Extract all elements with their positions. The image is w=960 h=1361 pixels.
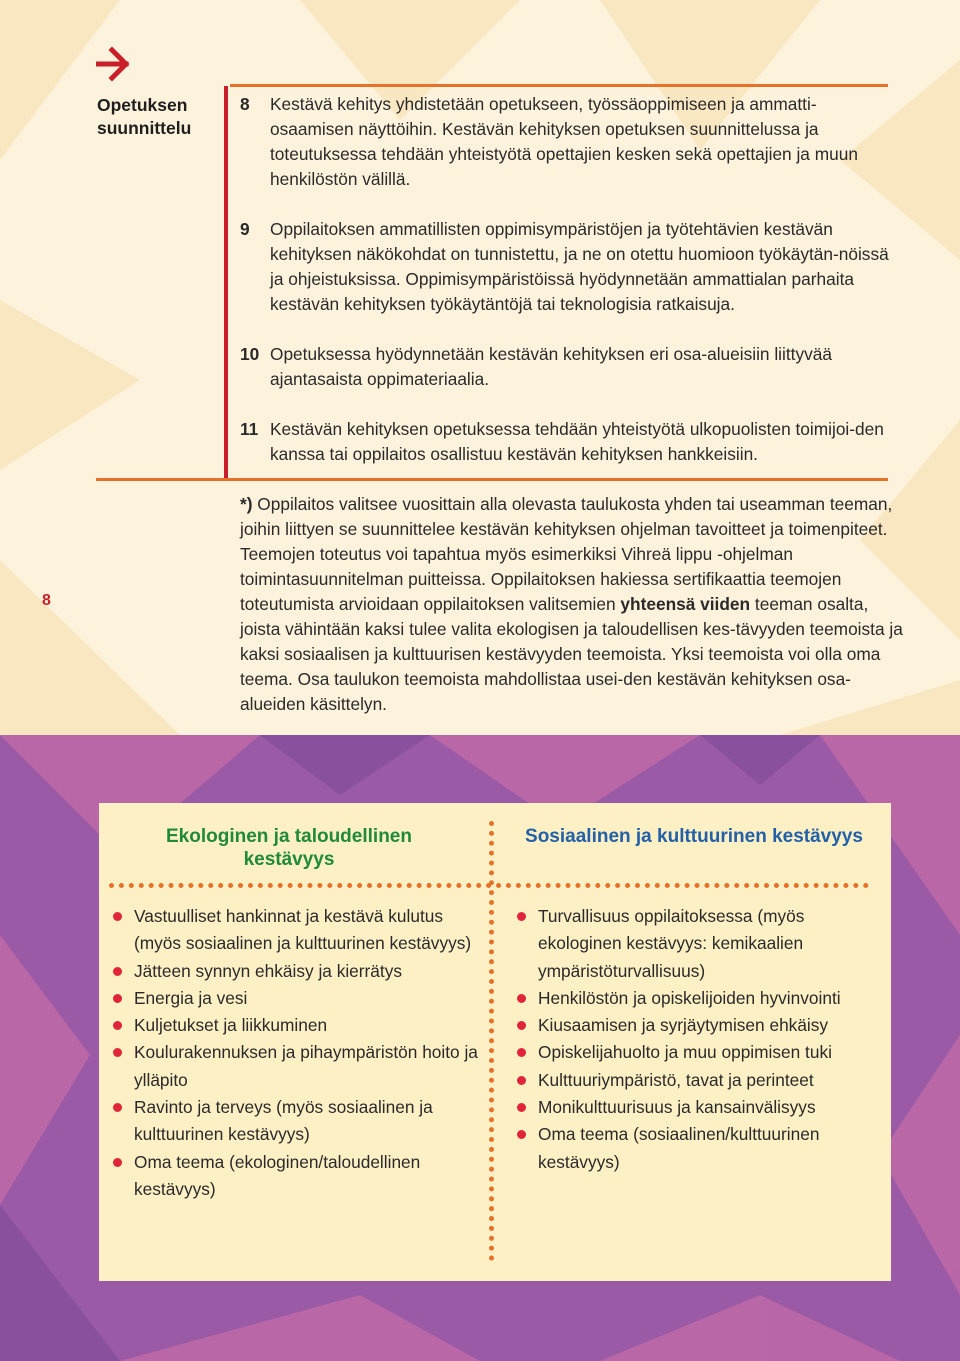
bullet-icon [113, 967, 122, 976]
footnote-marker: *) [240, 494, 253, 514]
bullet-icon [113, 1021, 122, 1030]
list-item [113, 1012, 483, 1039]
list-item [517, 1067, 867, 1094]
theme-label: Ravinto ja terveys (myös sosiaalinen ja kulttuurinen kestävyys) [134, 1097, 433, 1145]
criteria-list [240, 92, 900, 467]
theme-label: Opiskelijahuolto ja muu oppimisen tuki [538, 1042, 832, 1063]
page-number: 8 [42, 592, 51, 609]
list-item [113, 985, 483, 1012]
bullet-icon [113, 1048, 122, 1057]
theme-label: Energia ja vesi [134, 987, 248, 1008]
ecological-theme-list [113, 903, 483, 1203]
bullet-icon [113, 1103, 122, 1112]
item-number: 8 [240, 94, 250, 114]
list-item [517, 1121, 867, 1176]
top-divider [230, 84, 888, 87]
bottom-section [0, 735, 960, 1361]
theme-label: Monikulttuurisuus ja kansainvälisyys [538, 1097, 816, 1118]
arrow-right-icon [96, 44, 132, 84]
column-heading-social: Sosiaalinen ja kulttuurinen kestävyys [525, 826, 863, 847]
list-item [113, 1149, 483, 1204]
theme-label: Kiusaamisen ja syrjäytymisen ehkäisy [538, 1015, 829, 1036]
item-text: Kestävä kehitys yhdistetään opetukseen, työssäoppimiseen ja ammatti-osaamisen näyttöihin. Kestävän kehityksen opetuksen suunnittelussa ja toteutuksessa tehdään yhteistyötä opettajien kesken sekä opettajien ja muun henkilöstön välillä. [270, 94, 858, 189]
item-text: Oppilaitoksen ammatillisten oppimisympäristöjen ja työtehtävien kestävän kehityksen näkökohdat on tunnistettu, ja ne on otettu huomioon työkäytän-nöissä ja ohjeistuksissa. Oppimisympäristöissä hyödynnetään ammattialan parhaita kestävän kehityksen työkäytäntöjä tai teknologisia ratkaisuja. [270, 219, 889, 314]
bullet-icon [517, 912, 526, 921]
theme-label: Kuljetukset ja liikkuminen [134, 1015, 328, 1036]
theme-label: Oma teema (ekologinen/taloudellinen kestävyys) [134, 1151, 421, 1199]
list-item [517, 1012, 867, 1039]
bullet-icon [517, 1021, 526, 1030]
list-item [517, 1094, 867, 1121]
item-number: 10 [240, 344, 260, 364]
social-theme-list [517, 903, 867, 1176]
section-vertical-rule [224, 86, 228, 480]
footnote-text-before: Oppilaitos valitsee vuosittain alla olevasta taulukosta yhden tai useamman teeman, joihin liittyen se suunnittelee kestävän kehityksen ohjelman tavoitteet ja toimenpiteet. Teemojen toteutus voi tapahtua myös esimerkiksi Vihreä lippu -ohjelman toimintasuunnitelman puitteissa. Oppilaitoksen hakiessa sertifikaattia teemojen toteutumista arvioidaan oppilaitoksen valitsemien [240, 494, 893, 614]
theme-label: Henkilöstön ja opiskelijoiden hyvinvointi [538, 987, 841, 1008]
footnote [240, 492, 905, 717]
list-item [113, 903, 483, 958]
theme-label: Jätteen synnyn ehkäisy ja kierrätys [134, 960, 402, 981]
bullet-icon [517, 994, 526, 1003]
list-item [113, 1094, 483, 1149]
list-item [517, 1039, 867, 1066]
theme-label: Koulurakennuksen ja pihaympäristön hoito ja ylläpito [134, 1042, 478, 1090]
bullet-icon [113, 994, 122, 1003]
section-end-divider [96, 478, 888, 481]
footnote-bold: yhteensä viiden [620, 594, 751, 614]
bullet-icon [113, 1158, 122, 1167]
bullet-icon [517, 1130, 526, 1139]
list-item [113, 958, 483, 985]
list-item [240, 217, 900, 317]
footnote-text-after: teeman osalta, joista vähintään kaksi tulee valita ekologisen ja taloudellisen kes-tävyyden teemoista ja kaksi sosiaalisen ja kulttuurisen kestävyyden teemoista. Yksi teemoista voi olla oma teema. Osa taulukon teemoista mahdollistaa usei-den kestävän kehityksen osa-alueiden käsittelyn. [240, 594, 903, 714]
section-title: Opetuksen suunnittelu [97, 95, 192, 138]
item-number: 11 [240, 419, 259, 439]
list-item [517, 985, 867, 1012]
list-item [240, 417, 900, 467]
item-text: Opetuksessa hyödynnetään kestävän kehityksen eri osa-alueisiin liittyvää ajantasaista oppimateriaalia. [270, 344, 832, 389]
list-item [517, 903, 867, 985]
item-number: 9 [240, 219, 250, 239]
theme-label: Kulttuuriympäristö, tavat ja perinteet [538, 1069, 814, 1090]
bullet-icon [517, 1048, 526, 1057]
column-heading-ecological: Ekologinen ja taloudellinen kestävyys [166, 826, 412, 870]
themes-table [99, 803, 891, 1281]
theme-label: Turvallisuus oppilaitoksessa (myös ekologinen kestävyys: kemikaalien ympäristöturvallisuus) [538, 906, 805, 981]
bullet-icon [517, 1103, 526, 1112]
bullet-icon [113, 912, 122, 921]
list-item [113, 1039, 483, 1094]
list-item [240, 342, 900, 392]
item-text: Kestävän kehityksen opetuksessa tehdään yhteistyötä ulkopuolisten toimijoi-den kanssa tai oppilaitos osallistuu kestävän kehityksen hankkeisiin. [270, 419, 884, 464]
list-item [240, 92, 900, 192]
theme-label: Oma teema (sosiaalinen/kulttuurinen kestävyys) [538, 1124, 820, 1172]
theme-label: Vastuulliset hankinnat ja kestävä kulutus (myös sosiaalinen ja kulttuurinen kestävyys) [134, 906, 472, 954]
bullet-icon [517, 1076, 526, 1085]
header-divider [109, 883, 869, 888]
